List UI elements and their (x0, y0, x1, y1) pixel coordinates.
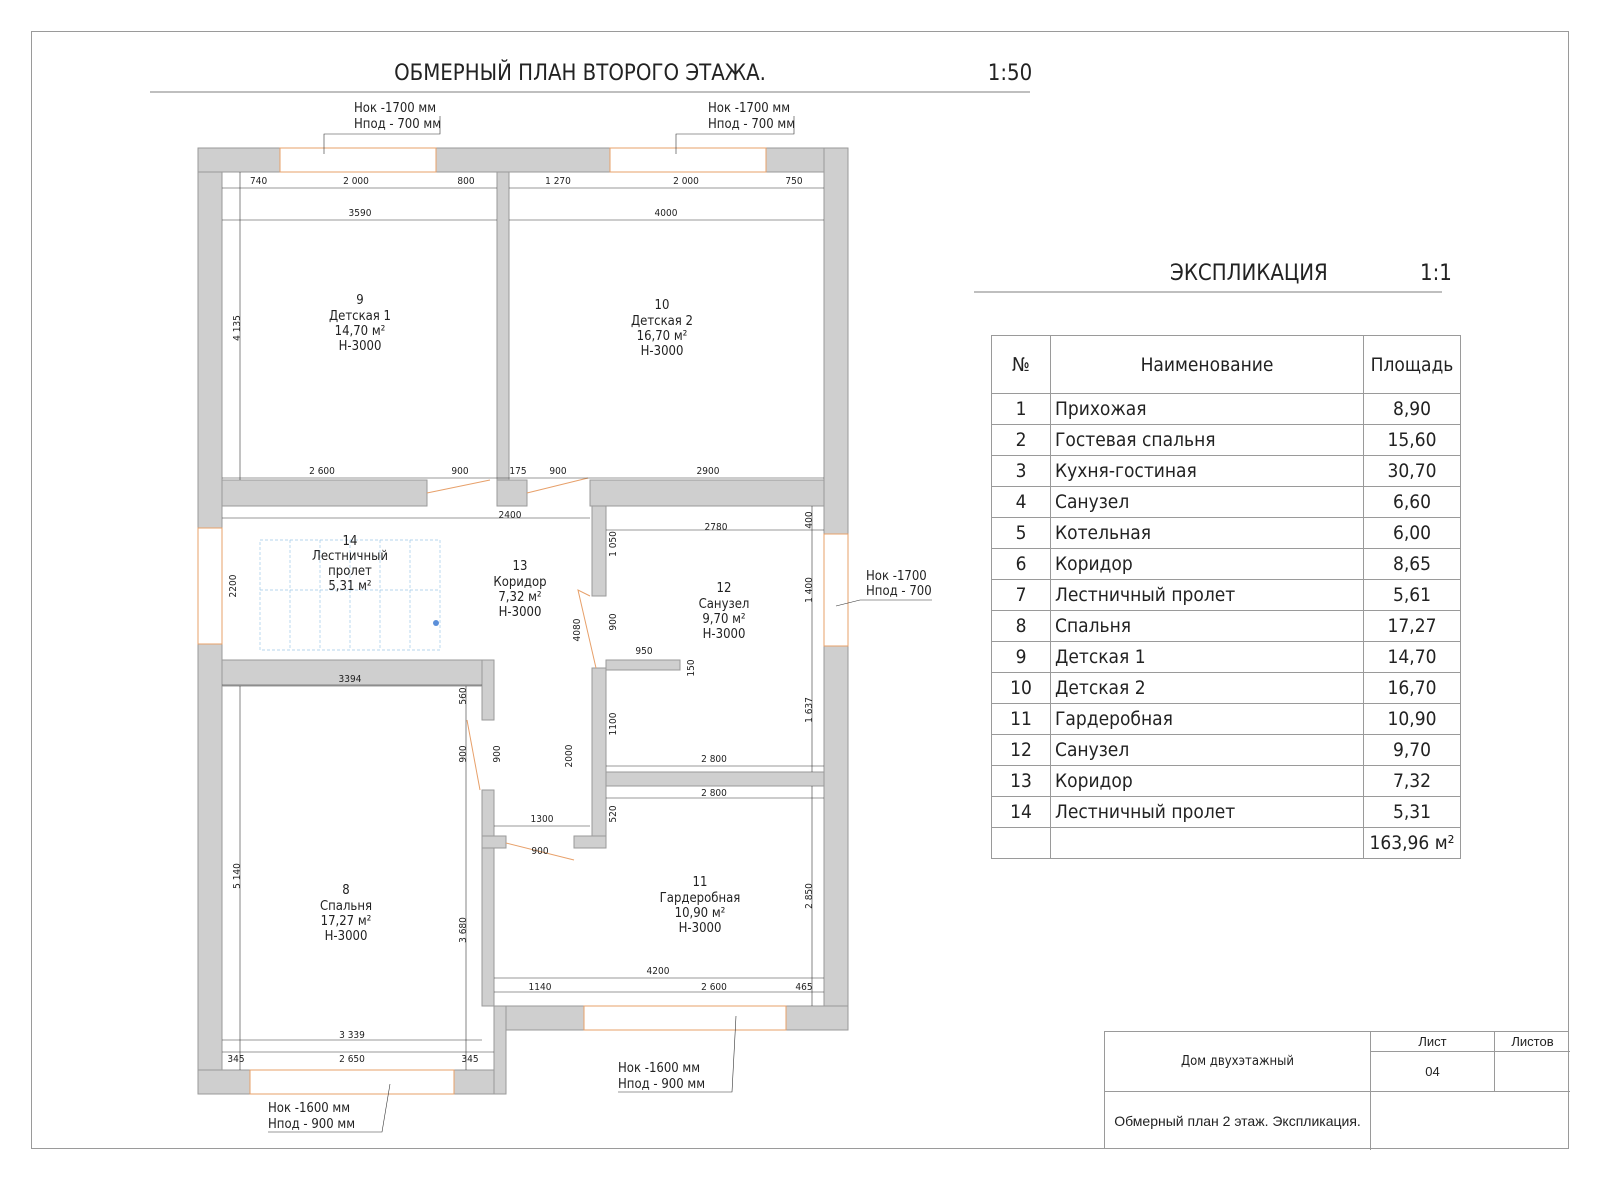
total-area: 163,96 м² (1364, 828, 1461, 859)
svg-text:Нок -1700 мм: Нок -1700 мм (354, 101, 437, 116)
room-name: Детская 1 (329, 309, 391, 324)
header-num: № (992, 336, 1051, 394)
cell-num: 6 (992, 549, 1051, 580)
room-number: 12 (716, 581, 732, 596)
cell-num: 7 (992, 580, 1051, 611)
svg-text:Нок -1600 мм: Нок -1600 мм (618, 1061, 701, 1076)
cell-name: Коридор (1051, 549, 1364, 580)
dim-label: 2780 (704, 522, 728, 533)
table-row (992, 425, 1461, 456)
dim-label: 5 140 (232, 863, 243, 889)
room-name: Лестничный (312, 549, 388, 564)
cell-name: Коридор (1051, 766, 1364, 797)
room-area: 10,90 м² (674, 906, 726, 921)
cell-name: Спальня (1051, 611, 1364, 642)
dim-label: 740 (250, 176, 268, 187)
svg-text:Нпод - 700 мм: Нпод - 700 мм (354, 117, 442, 132)
explication-scale: 1:1 (1420, 261, 1452, 286)
cell-area: 15,60 (1364, 425, 1461, 456)
svg-text:Нпод - 700 мм: Нпод - 700 мм (708, 117, 796, 132)
dim-label: 2 000 (343, 176, 369, 187)
cell-area: 7,32 (1364, 766, 1461, 797)
room-area: 7,32 м² (498, 590, 542, 605)
room-area: 14,70 м² (334, 324, 386, 339)
room-area: 9,70 м² (702, 612, 746, 627)
cell-name: Лестничный пролет (1051, 797, 1364, 828)
room-number: 14 (342, 534, 358, 549)
dim-label: 750 (785, 176, 803, 187)
sheet-title: Обмерный план 2 этаж. Экспликация. (1105, 1092, 1371, 1150)
dim-label: 150 (686, 659, 697, 677)
cell-area: 16,70 (1364, 673, 1461, 704)
room-name: пролет (328, 564, 372, 579)
svg-text:Нок -1700: Нок -1700 (866, 569, 927, 584)
project-name: Дом двухэтажный (1105, 1032, 1371, 1092)
cell-num: 3 (992, 456, 1051, 487)
room-label-9 (329, 293, 391, 354)
table-row (992, 487, 1461, 518)
cell-area: 10,90 (1364, 704, 1461, 735)
cell-num: 1 (992, 394, 1051, 425)
svg-text:Нок -1700 мм: Нок -1700 мм (708, 101, 791, 116)
room-number: 10 (654, 298, 670, 313)
dim-label: 2900 (696, 466, 720, 477)
cell-area: 5,31 (1364, 797, 1461, 828)
table-row (992, 766, 1461, 797)
dim-label: 900 (608, 613, 619, 631)
dim-label: 2 600 (701, 982, 727, 993)
cell-num: 8 (992, 611, 1051, 642)
dim-label: 2 800 (701, 788, 727, 799)
cell-name: Санузел (1051, 487, 1364, 518)
table-row (992, 797, 1461, 828)
table-row (992, 394, 1461, 425)
table-row (992, 580, 1461, 611)
room-area: 16,70 м² (636, 329, 688, 344)
room-number: 9 (356, 293, 364, 308)
table-row (992, 673, 1461, 704)
dim-label: 560 (458, 687, 469, 705)
cell-num: 5 (992, 518, 1051, 549)
dim-label: 1 637 (804, 697, 815, 723)
dim-label: 2 850 (804, 883, 815, 909)
cell-area: 17,27 (1364, 611, 1461, 642)
dim-label: 1 400 (804, 577, 815, 603)
cell-area: 8,65 (1364, 549, 1461, 580)
dim-label: 3590 (348, 208, 372, 219)
room-height: Н-3000 (498, 605, 542, 620)
room-height: Н-3000 (324, 929, 368, 944)
dim-label: 175 (509, 466, 527, 477)
room-label-8 (320, 883, 372, 944)
room-number: 8 (342, 883, 350, 898)
cell-name: Детская 1 (1051, 642, 1364, 673)
room-area: 5,31 м² (328, 579, 372, 594)
room-label-10 (631, 298, 693, 359)
table-row (992, 518, 1461, 549)
dim-label: 1 270 (545, 176, 571, 187)
dim-label: 4200 (646, 966, 670, 977)
room-number: 11 (692, 875, 708, 890)
dim-label: 900 (458, 745, 469, 763)
room-name: Спальня (319, 899, 373, 914)
cell-num: 11 (992, 704, 1051, 735)
dim-label: 1300 (530, 814, 554, 825)
cell-area: 9,70 (1364, 735, 1461, 766)
svg-text:Нпод - 700: Нпод - 700 (866, 584, 932, 599)
dim-label: 345 (227, 1054, 245, 1065)
dim-label: 465 (795, 982, 813, 993)
room-height: Н-3000 (338, 339, 382, 354)
cell-area: 6,60 (1364, 487, 1461, 518)
dim-label: 3 339 (339, 1030, 365, 1041)
cell-num: 4 (992, 487, 1051, 518)
dim-label: 2400 (498, 510, 522, 521)
cell-name: Котельная (1051, 518, 1364, 549)
room-height: Н-3000 (678, 921, 722, 936)
svg-text:Нпод - 900 мм: Нпод - 900 мм (618, 1077, 706, 1092)
windows (198, 148, 848, 1094)
cell-area: 8,90 (1364, 394, 1461, 425)
table-row (992, 549, 1461, 580)
cell-name: Санузел (1051, 735, 1364, 766)
table-row (992, 611, 1461, 642)
room-area: 17,27 м² (320, 914, 372, 929)
dim-label: 950 (635, 646, 653, 657)
sheets-count (1495, 1052, 1570, 1092)
dim-label: 800 (457, 176, 475, 187)
dim-label: 4080 (572, 618, 583, 642)
header-area: Площадь (1364, 336, 1461, 394)
room-label-14 (312, 534, 388, 594)
dim-label: 1140 (528, 982, 552, 993)
svg-text:Нпод - 900 мм: Нпод - 900 мм (268, 1117, 356, 1132)
table-row (992, 735, 1461, 766)
cell-num: 2 (992, 425, 1051, 456)
window-note (836, 569, 932, 606)
title-block (1104, 1031, 1569, 1149)
cell-area: 30,70 (1364, 456, 1461, 487)
cell-name: Лестничный пролет (1051, 580, 1364, 611)
room-name: Санузел (698, 597, 750, 612)
cell-area: 14,70 (1364, 642, 1461, 673)
cell-area: 5,61 (1364, 580, 1461, 611)
sheet-number: 04 (1371, 1052, 1495, 1092)
dim-label: 900 (451, 466, 469, 477)
dim-label: 4 135 (232, 315, 243, 341)
room-label-11 (660, 875, 741, 936)
dim-label: 900 (492, 745, 503, 763)
dim-label: 1100 (608, 712, 619, 736)
sheets-label: Листов (1495, 1032, 1570, 1052)
room-number: 13 (512, 559, 528, 574)
dim-label: 2000 (564, 744, 575, 768)
dim-label: 3394 (338, 674, 362, 685)
dim-label: 900 (549, 466, 567, 477)
dim-label: 345 (461, 1054, 479, 1065)
explication-table (991, 335, 1461, 859)
sheet-label: Лист (1371, 1032, 1495, 1052)
room-label-13 (493, 559, 546, 620)
plan-title: ОБМЕРНЫЙ ПЛАН ВТОРОГО ЭТАЖА. (394, 61, 766, 86)
cell-name: Гардеробная (1051, 704, 1364, 735)
room-height: Н-3000 (640, 344, 684, 359)
cell-name: Гостевая спальня (1051, 425, 1364, 456)
table-row (992, 704, 1461, 735)
room-name: Детская 2 (631, 314, 693, 329)
cell-name: Кухня-гостиная (1051, 456, 1364, 487)
cell-num: 12 (992, 735, 1051, 766)
window-note (324, 101, 441, 154)
dim-label: 2 800 (701, 754, 727, 765)
cell-num: 13 (992, 766, 1051, 797)
room-height: Н-3000 (702, 627, 746, 642)
walls (198, 148, 848, 1094)
cell-name: Прихожая (1051, 394, 1364, 425)
cell-num: 10 (992, 673, 1051, 704)
room-label-12 (699, 581, 750, 642)
cell-num: 14 (992, 797, 1051, 828)
dim-label: 3 680 (458, 917, 469, 943)
dim-label: 4000 (654, 208, 678, 219)
dim-label: 400 (804, 511, 815, 529)
header-name: Наименование (1051, 336, 1364, 394)
dim-label: 520 (608, 805, 619, 823)
explication-title: ЭКСПЛИКАЦИЯ (1170, 261, 1328, 286)
dim-label: 2 600 (309, 466, 335, 477)
cell-name: Детская 2 (1051, 673, 1364, 704)
dim-label: 2 650 (339, 1054, 365, 1065)
table-row (992, 642, 1461, 673)
plan-scale: 1:50 (987, 61, 1033, 86)
cell-area: 6,00 (1364, 518, 1461, 549)
dim-label: 2200 (228, 574, 239, 598)
svg-text:Нок -1600 мм: Нок -1600 мм (268, 1101, 351, 1116)
room-name: Гардеробная (659, 891, 741, 906)
dim-label: 2 000 (673, 176, 699, 187)
room-name: Коридор (493, 575, 547, 590)
cell-num: 9 (992, 642, 1051, 673)
dim-label: 1 050 (608, 531, 619, 557)
window-note (676, 101, 795, 154)
table-row (992, 456, 1461, 487)
dim-label: 900 (531, 846, 549, 857)
